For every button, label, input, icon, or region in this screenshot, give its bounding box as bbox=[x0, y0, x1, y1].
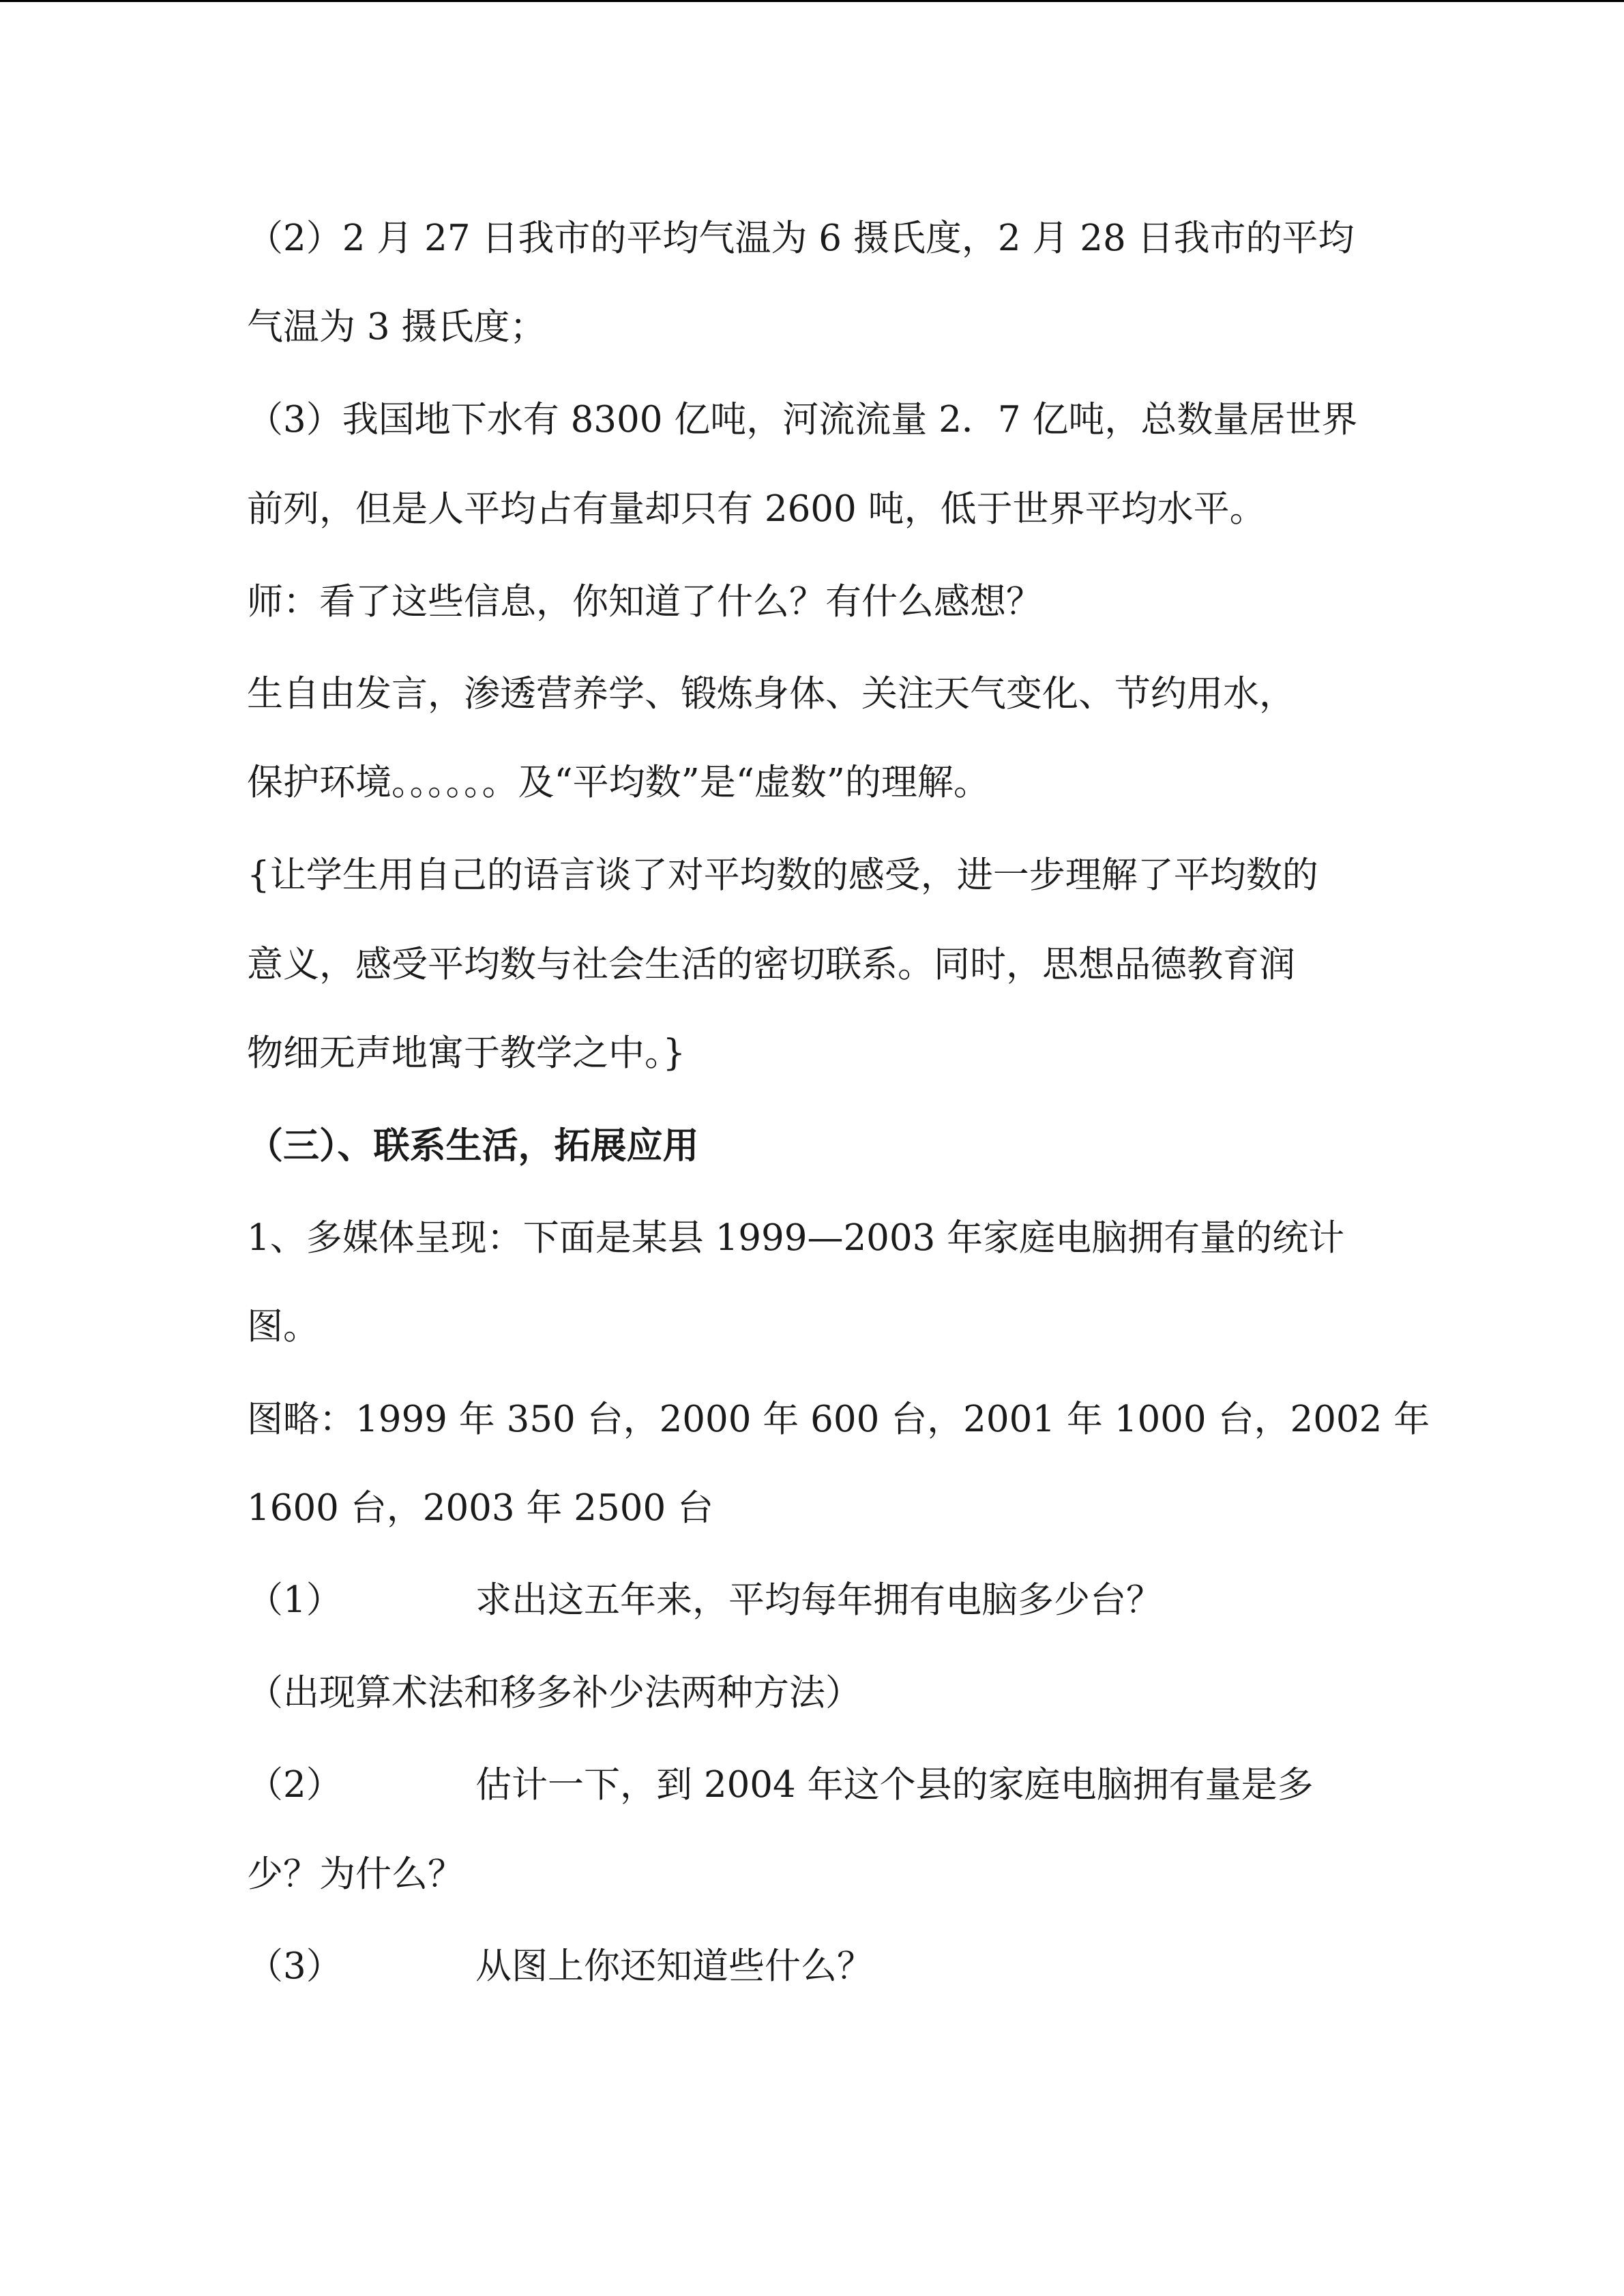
text-line-9: 意义，感受平均数与社会生活的密切联系。同时，思想品德教育润 bbox=[247, 944, 1295, 985]
question-2 bbox=[247, 1763, 1314, 1807]
question-3-number: （3） bbox=[247, 1945, 342, 1987]
question-1-number: （1） bbox=[247, 1579, 342, 1621]
question-2-number: （2） bbox=[247, 1764, 342, 1806]
text-line-14: 图略：1999 年 350 台，2000 年 600 台，2001 年 1000 台，2002 年 bbox=[247, 1399, 1430, 1440]
question-3 bbox=[247, 1945, 873, 1988]
question-1 bbox=[247, 1579, 1162, 1622]
text-line-5: 师：看了这些信息，你知道了什么？有什么感想？ bbox=[247, 581, 1042, 623]
text-line-2: 气温为 3 摄氏度； bbox=[247, 306, 546, 348]
text-line-12: 1、多媒体呈现：下面是某县 1999—2003 年家庭电脑拥有量的统计 bbox=[247, 1217, 1345, 1259]
question-1-text: 求出这五年来，平均每年拥有电脑多少台？ bbox=[475, 1579, 1162, 1621]
text-line-4: 前列，但是人平均占有量却只有 2600 吨，低于世界平均水平。 bbox=[247, 488, 1266, 530]
text-line-15: 1600 台，2003 年 2500 台 bbox=[247, 1487, 714, 1529]
question-3-text: 从图上你还知道些什么？ bbox=[475, 1945, 873, 1987]
text-line-7: 保护环境。。。。。。及“平均数”是“虚数”的理解。 bbox=[247, 762, 990, 803]
question-2-text: 估计一下，到 2004 年这个县的家庭电脑拥有量是多 bbox=[475, 1764, 1314, 1806]
question-2-continuation: 少？为什么？ bbox=[247, 1853, 464, 1895]
text-line-13: 图。 bbox=[247, 1306, 319, 1347]
text-line-10: 物细无声地寓于教学之中。} bbox=[247, 1032, 686, 1074]
text-line-8: {让学生用自己的语言谈了对平均数的感受，进一步理解了平均数的 bbox=[247, 854, 1318, 896]
text-line-6: 生自由发言，渗透营养学、锻炼身体、关注天气变化、节约用水， bbox=[247, 673, 1295, 715]
text-line-3: （3）我国地下水有 8300 亿吨，河流流量 2．7 亿吨，总数量居世界 bbox=[247, 399, 1358, 441]
section-heading: （三）、联系生活，拓展应用 bbox=[247, 1124, 699, 1167]
question-1-note: （出现算术法和移多补少法两种方法） bbox=[247, 1672, 861, 1714]
text-line-1: （2）2 月 27 日我市的平均气温为 6 摄氏度，2 月 28 日我市的平均 bbox=[247, 218, 1355, 259]
